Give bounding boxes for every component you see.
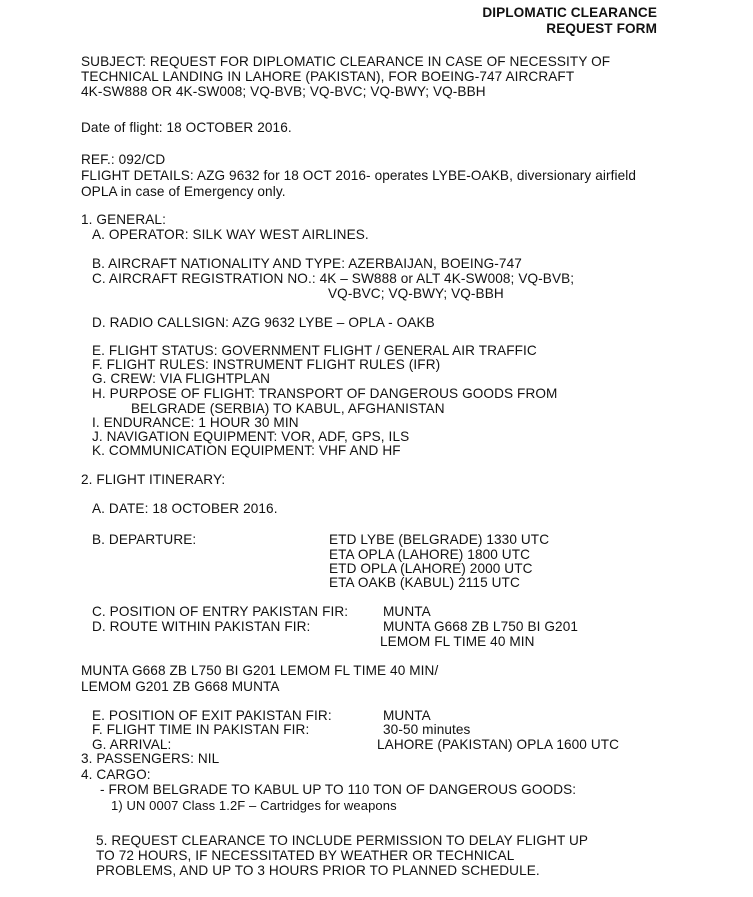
general-endurance: I. ENDURANCE: 1 HOUR 30 MIN [92,415,299,430]
reference-number: REF.: 092/CD [81,152,166,167]
request-line2: TO 72 HOURS, IF NECESSITATED BY WEATHER OR TECHNICAL [96,848,515,863]
subject-line2: TECHNICAL LANDING IN LAHORE (PAKISTAN), FOR BOEING-747 AIRCRAFT [81,69,575,84]
request-line3: PROBLEMS, AND UP TO 3 HOURS PRIOR TO PLANNED SCHEDULE. [96,863,540,878]
form-title-line2: REQUEST FORM [546,21,657,36]
general-navigation-equipment: J. NAVIGATION EQUIPMENT: VOR, ADF, GPS, ILS [92,429,410,444]
itinerary-flight-time-value: 30-50 minutes [383,722,471,737]
date-of-flight: Date of flight: 18 OCTOBER 2016. [81,120,292,135]
request-line1: 5. REQUEST CLEARANCE TO INCLUDE PERMISSION TO DELAY FLIGHT UP [96,833,589,848]
subject-line3: 4K-SW888 OR 4K-SW008; VQ-BVB; VQ-BVC; VQ-BWY; VQ-BBH [81,84,486,99]
itinerary-departure-line: ETA OAKB (KABUL) 2115 UTC [329,575,520,590]
general-flight-status: E. FLIGHT STATUS: GOVERNMENT FLIGHT / GENERAL AIR TRAFFIC [92,343,537,358]
general-crew: G. CREW: VIA FLIGHTPLAN [92,371,271,386]
itinerary-departure-line: ETD LYBE (BELGRADE) 1330 UTC [329,532,550,547]
itinerary-route-value1: MUNTA G668 ZB L750 BI G201 [383,619,579,634]
route-summary-line1: MUNTA G668 ZB L750 BI G201 LEMOM FL TIME 40 MIN/ [81,663,439,678]
general-flight-rules: F. FLIGHT RULES: INSTRUMENT FLIGHT RULES (IFR) [92,357,441,372]
cargo-line2: 1) UN 0007 Class 1.2F – Cartridges for weapons [111,798,397,813]
general-registration-line2: VQ-BVC; VQ-BWY; VQ-BBH [328,286,504,301]
flight-details-line1: FLIGHT DETAILS: AZG 9632 for 18 OCT 2016- operates LYBE-OAKB, diversionary airfield [81,168,637,183]
form-title-line1: DIPLOMATIC CLEARANCE [482,5,657,20]
itinerary-arrival-label: G. ARRIVAL: [92,737,172,752]
cargo-line1: - FROM BELGRADE TO KABUL UP TO 110 TON OF DANGEROUS GOODS: [100,782,577,797]
itinerary-entry-value: MUNTA [383,604,431,619]
section-general-heading: 1. GENERAL: [81,212,166,227]
general-purpose-line2: BELGRADE (SERBIA) TO KABUL, AFGHANISTAN [131,401,445,416]
general-operator: A. OPERATOR: SILK WAY WEST AIRLINES. [92,227,369,242]
itinerary-departure-line: ETA OPLA (LAHORE) 1800 UTC [329,547,531,562]
general-purpose-line1: H. PURPOSE OF FLIGHT: TRANSPORT OF DANGEROUS GOODS FROM [92,386,558,401]
general-nationality-type: B. AIRCRAFT NATIONALITY AND TYPE: AZERBAIJAN, BOEING-747 [92,256,522,271]
itinerary-entry-label: C. POSITION OF ENTRY PAKISTAN FIR: [92,604,349,619]
section-itinerary-heading: 2. FLIGHT ITINERARY: [81,472,226,487]
section-passengers: 3. PASSENGERS: NIL [81,751,220,766]
route-summary-line2: LEMOM G201 ZB G668 MUNTA [81,679,280,694]
itinerary-route-label: D. ROUTE WITHIN PAKISTAN FIR: [92,619,311,634]
general-communication-equipment: K. COMMUNICATION EQUIPMENT: VHF AND HF [92,443,401,458]
itinerary-arrival-value: LAHORE (PAKISTAN) OPLA 1600 UTC [377,737,620,752]
flight-details-line2: OPLA in case of Emergency only. [81,184,286,199]
itinerary-exit-value: MUNTA [383,708,431,723]
general-radio-callsign: D. RADIO CALLSIGN: AZG 9632 LYBE – OPLA - OAKB [92,315,435,330]
itinerary-flight-time-label: F. FLIGHT TIME IN PAKISTAN FIR: [92,722,310,737]
itinerary-route-value2: LEMOM FL TIME 40 MIN [380,634,535,649]
subject-line1: SUBJECT: REQUEST FOR DIPLOMATIC CLEARANCE IN CASE OF NECESSITY OF [81,54,611,69]
general-registration-line1: C. AIRCRAFT REGISTRATION NO.: 4K – SW888 or ALT 4K-SW008; VQ-BVB; [92,271,575,286]
itinerary-exit-label: E. POSITION OF EXIT PAKISTAN FIR: [92,708,332,723]
itinerary-departure-label: B. DEPARTURE: [92,532,197,547]
itinerary-departure-line: ETD OPLA (LAHORE) 2000 UTC [329,561,533,576]
section-cargo-heading: 4. CARGO: [81,767,151,782]
itinerary-date: A. DATE: 18 OCTOBER 2016. [92,501,278,516]
